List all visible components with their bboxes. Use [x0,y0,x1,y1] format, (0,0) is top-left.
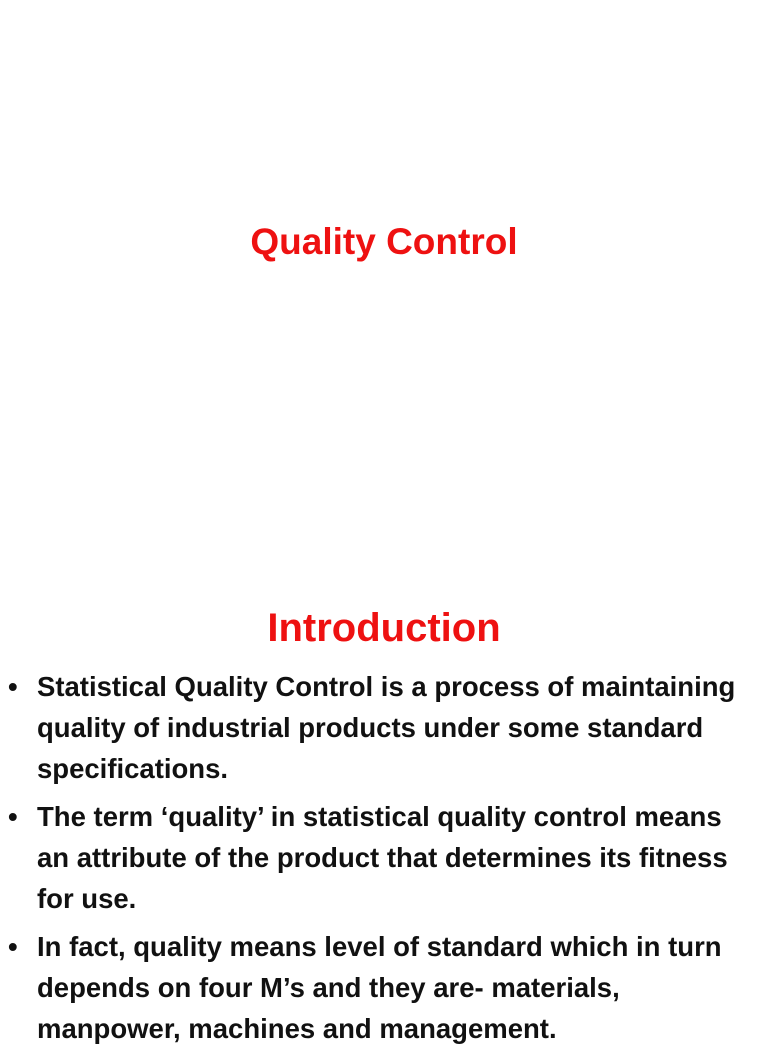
bullet-item [0,796,768,919]
bullet-text: Statistical Quality Control is a process of maintaining quality of industrial products under some standard specifications. [37,671,736,784]
bullet-point-icon: • [8,931,18,962]
slide-introduction [0,576,768,1044]
introduction-heading: Introduction [267,606,501,650]
bullet-point-icon: • [8,801,18,832]
slide-title-heading: Quality Control [250,221,518,262]
bullet-item [0,926,768,1049]
bullet-point-icon: • [8,671,18,702]
bullet-item [0,666,768,789]
bullet-text: In fact, quality means level of standard which in turn depends on four M’s and they are- materials, manpower, machines and management. [37,931,722,1044]
bullet-text: The term ‘quality’ in statistical quality control means an attribute of the product that determines its fitness for use. [37,801,728,914]
bullet-list [0,666,768,1056]
